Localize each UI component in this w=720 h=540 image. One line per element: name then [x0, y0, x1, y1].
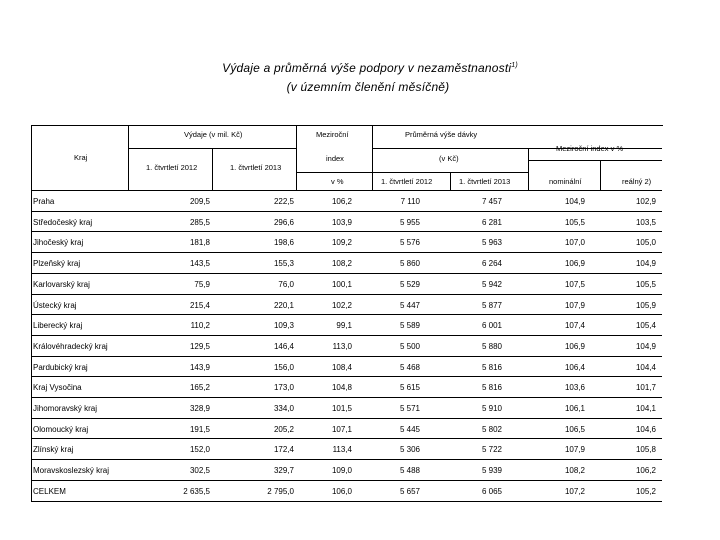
footnote-marker: 1) [511, 62, 518, 69]
row-rule [31, 335, 662, 336]
cell-vydaje-2013: 155,3 [273, 259, 294, 269]
header-d12: 1. čtvrtletí 2012 [381, 177, 433, 186]
header-divider [372, 125, 373, 190]
header-v-kc: (v Kč) [439, 154, 459, 163]
cell-davka-2013: 5 816 [481, 362, 502, 372]
cell-index: 100,1 [331, 279, 352, 289]
cell-davka-2012: 5 571 [399, 404, 420, 413]
cell-index: 109,2 [331, 238, 352, 248]
cell-realny: 105,8 [635, 445, 656, 455]
cell-realny: 104,1 [635, 404, 656, 413]
header-vydaje: Výdaje (v mil. Kč) [184, 130, 243, 139]
cell-nominalni: 107,4 [564, 321, 585, 331]
cell-index: 101,5 [331, 404, 352, 413]
table-bottom-rule [31, 501, 662, 502]
cell-realny: 104,4 [635, 362, 656, 372]
header-kraj: Kraj [74, 153, 88, 162]
cell-index: 103,9 [331, 217, 352, 227]
cell-vydaje-2012: 165,2 [189, 383, 210, 393]
cell-nominalni: 105,5 [564, 217, 585, 227]
cell-vydaje-2012: 191,5 [189, 424, 210, 434]
cell-vydaje-2013: 2 795,0 [267, 486, 294, 496]
row-rule [31, 231, 662, 232]
cell-davka-2012: 5 657 [399, 486, 420, 496]
cell-vydaje-2013: 220,1 [273, 300, 294, 310]
cell-davka-2012: 5 447 [399, 300, 420, 310]
cell-vydaje-2012: 143,5 [189, 259, 210, 269]
cell-vydaje-2012: 75,9 [194, 279, 210, 289]
row-rule [31, 190, 662, 191]
header-divider [212, 148, 213, 190]
cell-index: 108,4 [331, 362, 352, 372]
cell-nominalni: 107,0 [564, 238, 585, 248]
header-rule [528, 160, 662, 161]
header-rule [296, 172, 372, 173]
cell-davka-2012: 5 488 [399, 466, 420, 476]
cell-nominalni: 106,4 [564, 362, 585, 372]
cell-realny: 105,0 [635, 238, 656, 248]
header-mezirocni-index: Meziroční index v % [556, 144, 624, 153]
cell-nominalni: 103,6 [564, 383, 585, 393]
cell-davka-2013: 6 264 [481, 259, 502, 269]
cell-vydaje-2013: 222,5 [273, 197, 294, 206]
cell-vydaje-2012: 302,5 [189, 466, 210, 476]
cell-vydaje-2013: 146,4 [273, 341, 294, 351]
row-rule [31, 480, 662, 481]
cell-nominalni: 107,5 [564, 279, 585, 289]
cell-kraj: Středočeský kraj [33, 217, 93, 227]
row-rule [31, 294, 662, 295]
cell-vydaje-2012: 215,4 [189, 300, 210, 310]
cell-vydaje-2012: 152,0 [189, 445, 210, 455]
header-divider [128, 125, 129, 190]
header-realny: reálný 2) [622, 177, 652, 186]
cell-index: 113,0 [332, 341, 352, 351]
cell-vydaje-2012: 2 635,5 [183, 486, 210, 496]
cell-davka-2012: 5 860 [399, 259, 420, 269]
cell-vydaje-2013: 156,0 [273, 362, 294, 372]
cell-davka-2013: 5 939 [481, 466, 502, 476]
cell-kraj: Jihočeský kraj [33, 238, 84, 248]
cell-davka-2013: 5 802 [481, 424, 502, 434]
cell-index: 107,1 [331, 424, 352, 434]
cell-davka-2013: 5 910 [481, 404, 502, 413]
cell-nominalni: 108,2 [564, 466, 585, 476]
table-title: Výdaje a průměrná výše podpory v nezaměstnanosti$^{1)}$ [222, 61, 518, 75]
cell-davka-2013: 6 001 [481, 321, 502, 331]
cell-realny: 105,9 [635, 300, 656, 310]
cell-realny: 104,6 [635, 424, 656, 434]
cell-vydaje-2013: 76,0 [278, 279, 294, 289]
cell-vydaje-2012: 181,8 [189, 238, 210, 248]
cell-kraj: Karlovarský kraj [33, 279, 90, 289]
cell-kraj: Olomoucký kraj [33, 424, 89, 434]
cell-realny: 106,2 [635, 466, 656, 476]
cell-kraj: Kraj Vysočina [33, 383, 82, 393]
row-rule [31, 459, 662, 460]
cell-davka-2012: 5 576 [399, 238, 420, 248]
header-index: index [326, 154, 344, 163]
header-divider [528, 148, 529, 190]
cell-index: 106,2 [331, 197, 352, 206]
cell-index: 109,0 [331, 466, 352, 476]
cell-nominalni: 107,9 [564, 300, 585, 310]
cell-index: 99,1 [336, 321, 352, 331]
cell-davka-2013: 5 963 [481, 238, 502, 248]
header-q1-2012: 1. čtvrtletí 2012 [146, 163, 198, 172]
cell-kraj: Liberecký kraj [33, 321, 83, 331]
cell-davka-2012: 5 445 [399, 424, 420, 434]
table-subtitle: (v územním členění měsíčně) [286, 80, 450, 94]
cell-vydaje-2013: 296,6 [273, 217, 294, 227]
cell-kraj: Pardubický kraj [33, 362, 88, 372]
cell-kraj: Praha [33, 197, 55, 206]
cell-vydaje-2012: 209,5 [189, 197, 210, 206]
cell-vydaje-2012: 110,2 [190, 321, 210, 331]
header-divider [600, 160, 601, 190]
cell-realny: 104,9 [635, 341, 656, 351]
cell-davka-2012: 5 529 [399, 279, 420, 289]
cell-nominalni: 104,9 [564, 197, 585, 206]
cell-davka-2012: 5 589 [399, 321, 420, 331]
cell-realny: 105,4 [635, 321, 656, 331]
header-divider [296, 125, 297, 190]
cell-realny: 103,5 [635, 217, 656, 227]
cell-realny: 105,5 [635, 279, 656, 289]
cell-vydaje-2012: 129,5 [189, 341, 210, 351]
cell-realny: 105,2 [635, 486, 656, 496]
row-rule [31, 356, 662, 357]
cell-nominalni: 106,9 [564, 259, 585, 269]
cell-vydaje-2012: 285,5 [189, 217, 210, 227]
header-q1-2013: 1. čtvrtletí 2013 [230, 163, 282, 172]
cell-davka-2013: 6 281 [481, 217, 502, 227]
cell-realny: 101,7 [635, 383, 656, 393]
row-rule [31, 418, 662, 419]
row-rule [31, 314, 662, 315]
cell-davka-2012: 5 468 [399, 362, 420, 372]
cell-davka-2012: 5 615 [399, 383, 420, 393]
cell-nominalni: 106,5 [564, 424, 585, 434]
cell-index: 104,8 [331, 383, 352, 393]
header-divider [450, 172, 451, 190]
row-rule [31, 438, 662, 439]
cell-davka-2013: 6 065 [481, 486, 502, 496]
cell-realny: 102,9 [635, 197, 656, 206]
header-d13: 1. čtvrtletí 2013 [459, 177, 511, 186]
cell-kraj: Plzeňský kraj [33, 259, 81, 269]
cell-index: 102,2 [331, 300, 352, 310]
cell-realny: 104,9 [635, 259, 656, 269]
cell-index: 113,4 [332, 445, 352, 455]
cell-vydaje-2013: 172,4 [273, 445, 294, 455]
cell-index: 106,0 [331, 486, 352, 496]
cell-kraj: Jihomoravský kraj [33, 404, 98, 413]
cell-kraj: Moravskoslezský kraj [33, 466, 110, 476]
row-rule [31, 252, 662, 253]
cell-davka-2012: 5 306 [399, 445, 420, 455]
row-rule [31, 397, 662, 398]
cell-index: 108,2 [331, 259, 352, 269]
cell-nominalni: 106,9 [564, 341, 585, 351]
cell-vydaje-2012: 143,9 [189, 362, 210, 372]
cell-davka-2012: 5 955 [399, 217, 420, 227]
cell-davka-2012: 5 500 [399, 341, 420, 351]
cell-kraj: Zlínský kraj [33, 445, 74, 455]
cell-vydaje-2013: 205,2 [273, 424, 294, 434]
cell-nominalni: 107,2 [564, 486, 585, 496]
cell-kraj: Královéhradecký kraj [33, 341, 108, 351]
row-rule [31, 376, 662, 377]
cell-nominalni: 107,9 [564, 445, 585, 455]
header-nominalni: nominální [549, 177, 582, 186]
header-prumerna: Průměrná výše dávky [405, 130, 478, 139]
cell-vydaje-2013: 334,0 [273, 404, 294, 413]
row-rule [31, 273, 662, 274]
row-rule [31, 211, 662, 212]
cell-kraj: CELKEM [33, 486, 66, 496]
header-mezirocni: Meziroční [316, 130, 349, 139]
cell-davka-2013: 5 877 [481, 300, 502, 310]
cell-davka-2013: 5 880 [481, 341, 502, 351]
cell-davka-2012: 7 110 [400, 197, 420, 206]
cell-vydaje-2013: 109,3 [273, 321, 294, 331]
cell-vydaje-2013: 198,6 [273, 238, 294, 248]
cell-nominalni: 106,1 [564, 404, 585, 413]
header-v-pct: v % [331, 177, 344, 186]
cell-vydaje-2013: 329,7 [273, 466, 294, 476]
cell-vydaje-2012: 328,9 [189, 404, 210, 413]
cell-kraj: Ústecký kraj [33, 300, 77, 310]
cell-davka-2013: 5 942 [481, 279, 502, 289]
cell-vydaje-2013: 173,0 [273, 383, 294, 393]
cell-davka-2013: 5 722 [481, 445, 502, 455]
cell-davka-2013: 5 816 [481, 383, 502, 393]
cell-davka-2013: 7 457 [481, 197, 502, 206]
